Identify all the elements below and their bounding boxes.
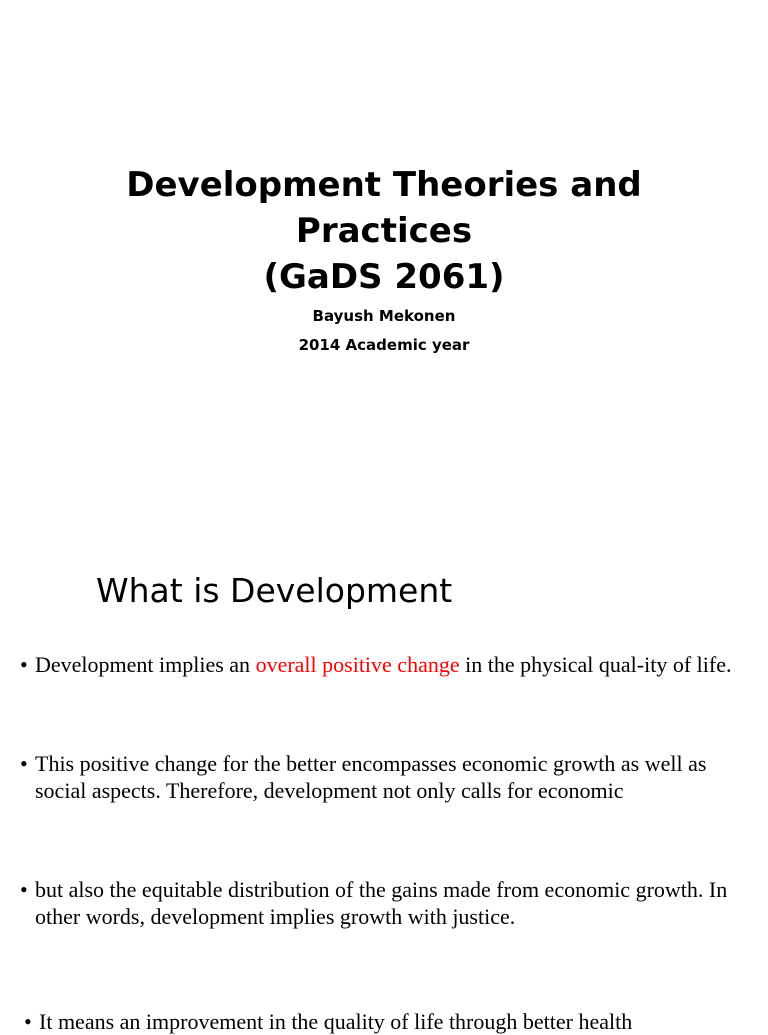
bullet-item: [20, 876, 746, 930]
title-line: Development Theories and: [126, 165, 642, 205]
bullet-item: [20, 651, 746, 678]
bullet-dot: •: [24, 1009, 32, 1034]
highlighted-phrase: overall positive change: [255, 652, 460, 677]
bullet-text: but also the equitable distribution of the gains made from economic growth. In other words, development implies growth with justice.: [35, 877, 728, 929]
title-line: (GaDS 2061): [263, 257, 505, 297]
bullet-dot: •: [20, 751, 28, 776]
bullet-dot: •: [20, 652, 28, 677]
author-name: Bayush Mekonen: [312, 307, 456, 325]
bullet-text: This positive change for the better encompasses economic growth as well as social aspects. Therefore, development not only calls for economic: [35, 751, 707, 803]
bullet-text: [35, 651, 746, 678]
title-line: Practices: [295, 211, 473, 251]
bullet-item: [24, 1008, 750, 1035]
bullet-text-part: Development implies an: [35, 652, 256, 677]
bullet-dot: •: [20, 877, 28, 902]
bullet-item: [20, 750, 746, 804]
slide-heading: What is Development: [96, 571, 453, 610]
academic-year: 2014 Academic year: [298, 336, 470, 354]
bullet-text-part: in the physical qual-ity of life.: [459, 652, 732, 677]
content-slide: [0, 540, 768, 1034]
bullet-text: It means an improvement in the quality of life through better health: [39, 1009, 633, 1034]
slide-title: [0, 162, 768, 300]
